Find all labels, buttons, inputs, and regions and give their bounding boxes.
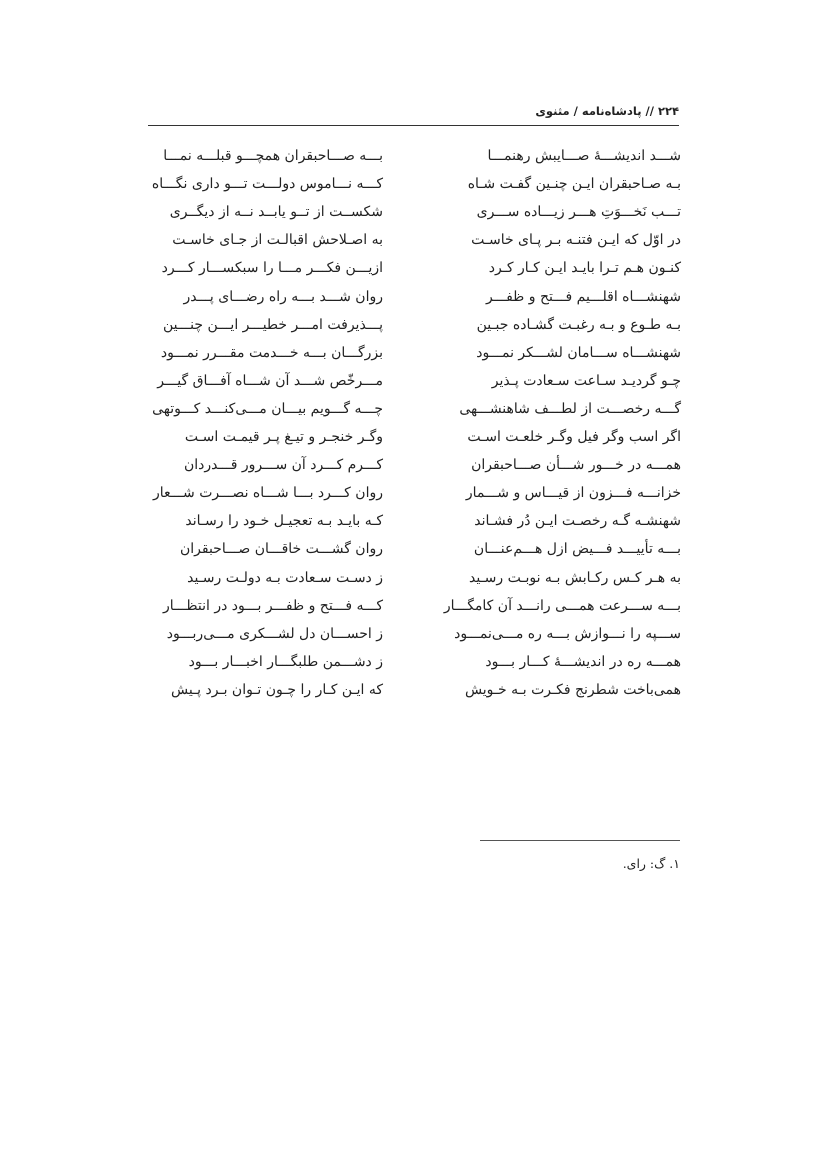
verse-hemistich-left: که ایـن کـار را چـون تـوان بـرد پـیش (170, 681, 383, 698)
verse-hemistich-right: بـــه ســـرعت همـــی رانـــد آن کامگـــار (443, 597, 681, 614)
page-header (148, 100, 679, 126)
verse-hemistich-left: چـــه گـــویم بیـــان مـــی‌کنـــد کـــوتهی (152, 400, 383, 417)
verse-hemistich-right: شـــد اندیشـــهٔ صـــایبش رهنمـــا (487, 148, 681, 164)
verse-hemistich-left: روان کـــرد بـــا شـــاه نصـــرت شـــعار (152, 485, 383, 502)
verse-hemistich-right: ســـپه را نـــوازش بـــه ره مـــی‌نمـــود (454, 625, 681, 642)
verse-hemistich-left: ز دسـت سـعادت بـه دولـت رسـید (187, 569, 383, 586)
verse-hemistich-right: چـو گردیـد سـاعت سـعادت پـذیر (491, 372, 681, 389)
verse-hemistich-left: ز دشـــمن طلبگـــار اخبـــار بـــود (188, 653, 383, 670)
verse-hemistich-right: شهنشـه گـه رخصـت ایـن دُر فشـاند (474, 513, 681, 530)
verse-hemistich-left: کـــه فـــتح و ظفـــر بـــود در انتظـــار (163, 597, 383, 614)
verse-hemistich-left: کـــه نـــاموس دولـــت تـــو داری نگـــاه (151, 176, 383, 193)
verse-hemistich-right: بـــه تأییـــد فـــیض ازل هـــم‌عنـــان (473, 541, 681, 558)
verse-hemistich-right: بـه صـاحبقران ایـن چنـین گفـت شـاه (467, 176, 681, 193)
verse-hemistich-right: همـــه در خـــور شـــأن صـــاحبقران (471, 457, 681, 474)
verse-hemistich-right: همـــه ره در اندیشـــهٔ کـــار بـــود (485, 653, 681, 670)
verse-hemistich-right: گـــه رخصـــت از لطـــف شاهنشـــهی (459, 400, 681, 417)
verse-hemistich-right: کنـون هـم تـرا بایـد ایـن کـار کـرد (488, 260, 681, 277)
verse-hemistich-right: به هـر کـس رکـابش بـه نوبـت رسـید (468, 569, 681, 586)
verse-hemistich-left: بزرگـــان بـــه خـــدمت مقـــرر نمـــود (160, 344, 383, 361)
verse-hemistich-right: شهنشـــاه اقلـــیم فـــتح و ظفـــر (486, 288, 681, 305)
verse-hemistich-left: کـــرم کـــرد آن ســـرور قـــدردان (183, 457, 383, 474)
verse-hemistich-right: بـه طـوع و بـه رغبـت گشـاده جبـین (476, 316, 681, 333)
verse-hemistich-left: ز احســـان دل لشـــکری مـــی‌ربـــود (166, 625, 383, 642)
verse-hemistich-left: کـه بایـد بـه تعجیـل خـود را رسـاند (185, 513, 383, 530)
running-head: ۲۲۴ // پادشاه‌نامه / مثنوی (535, 104, 679, 118)
verse-hemistich-left: پـــذیرفت امـــر خطیـــر ایـــن چنـــین (162, 316, 383, 333)
verse-hemistich-left: به اصـلاحش اقبالـت از جـای خاسـت (172, 232, 383, 249)
verse-hemistich-left: مـــرخّص شـــد آن شـــاه آفـــاق گیـــر (157, 372, 383, 389)
poem-body (151, 142, 681, 732)
verse-hemistich-left: بـــه صـــاحبقران همچـــو قبلـــه نمـــا (163, 148, 383, 164)
verse-hemistich-right: شهنشـــاه ســـامان لشـــکر نمـــود (476, 344, 681, 361)
verse-hemistich-right: تـــب نَخـــوَتِ هـــر زیـــاده ســـری (476, 204, 681, 221)
verse-hemistich-left: روان شـــد بـــه راه رضـــای پـــدر (183, 288, 383, 305)
verse-hemistich-right: خزانـــه فـــزون از قیـــاس و شـــمار (465, 485, 681, 502)
verse-hemistich-right: اگر اسب وگر فیل وگـر خلعـت اسـت (467, 429, 681, 445)
verse-hemistich-left: وگـر خنجـر و تیـغ پـر قیمـت اسـت (184, 429, 383, 445)
verse-hemistich-left: ازیـــن فکـــر مـــا را سبکســـار کـــرد (161, 260, 383, 277)
verse-hemistich-right: در اوّل که ایـن فتنـه بـر پـای خاسـت (471, 232, 681, 249)
footnote-divider (480, 840, 680, 841)
footnote: ۱. گ: رای. (622, 856, 680, 871)
verse-hemistich-left: روان گشـــت خاقـــان صـــاحبقران (179, 541, 383, 558)
verse-hemistich-right: همی‌باخت شطرنج فکـرت بـه خـویش (464, 681, 681, 698)
verse-hemistich-left: شکســت از تــو یابــد نــه از دیگــری (169, 204, 383, 221)
